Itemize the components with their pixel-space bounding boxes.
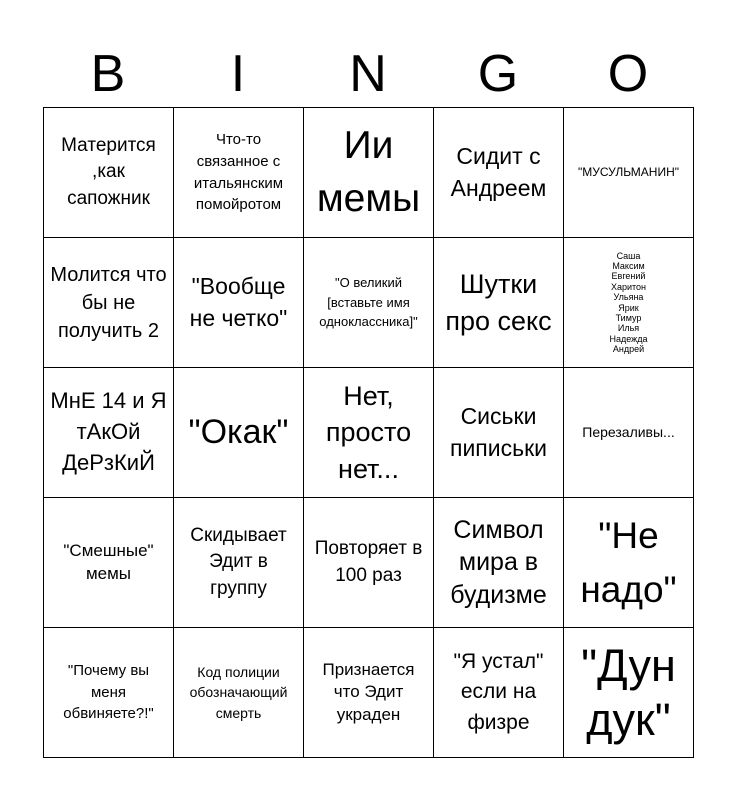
bingo-cell[interactable]: Символ мира в будизме [434,498,564,628]
bingo-cell[interactable]: Что-то связанное с итальянским помойротом [174,108,304,238]
bingo-cell[interactable]: "Окак" [174,368,304,498]
header-letter-g: G [477,45,519,103]
bingo-cell[interactable]: Скидывает Эдит в группу [174,498,304,628]
bingo-cell[interactable]: Код полиции обозначающий смерть [174,628,304,758]
bingo-cell[interactable]: Матерится ,как сапожник [44,108,174,238]
bingo-cell[interactable]: Сидит с Андреем [434,108,564,238]
bingo-cell[interactable]: Признается что Эдит украден [304,628,434,758]
bingo-cell[interactable]: Ии мемы [304,108,434,238]
bingo-cell[interactable]: "Почему вы меня обвиняете?!" [44,628,174,758]
bingo-cell[interactable]: "Вообще не четко" [174,238,304,368]
header-letter-n: N [349,45,387,103]
header-letter-o: O [607,45,649,103]
bingo-cell[interactable]: Шутки про секс [434,238,564,368]
bingo-cell[interactable]: Перезаливы... [564,368,694,498]
bingo-cell[interactable]: "МУСУЛЬМАНИН" [564,108,694,238]
bingo-cell[interactable]: "Дун дук" [564,628,694,758]
bingo-cell[interactable]: Сиськи пиписьки [434,368,564,498]
header-letter-b: B [90,45,126,103]
bingo-cell[interactable]: "Смешные" мемы [44,498,174,628]
bingo-header [43,40,693,108]
bingo-cell[interactable]: Молится что бы не получить 2 [44,238,174,368]
bingo-cell[interactable]: МнЕ 14 и Я тАкОй ДеРзКиЙ [44,368,174,498]
bingo-cell[interactable]: Саша Максим Евгений Харитон Ульяна Ярик Тимур Илья Надежда Андрей [564,238,694,368]
bingo-cell[interactable]: Нет, просто нет... [304,368,434,498]
bingo-cell[interactable]: Повторяет в 100 раз [304,498,434,628]
bingo-cell[interactable]: "Не надо" [564,498,694,628]
bingo-cell[interactable]: "О великий [вставьте имя одноклассника]" [304,238,434,368]
bingo-board [43,107,694,758]
header-letter-i: I [230,45,246,103]
bingo-cell[interactable]: "Я устал" если на физре [434,628,564,758]
